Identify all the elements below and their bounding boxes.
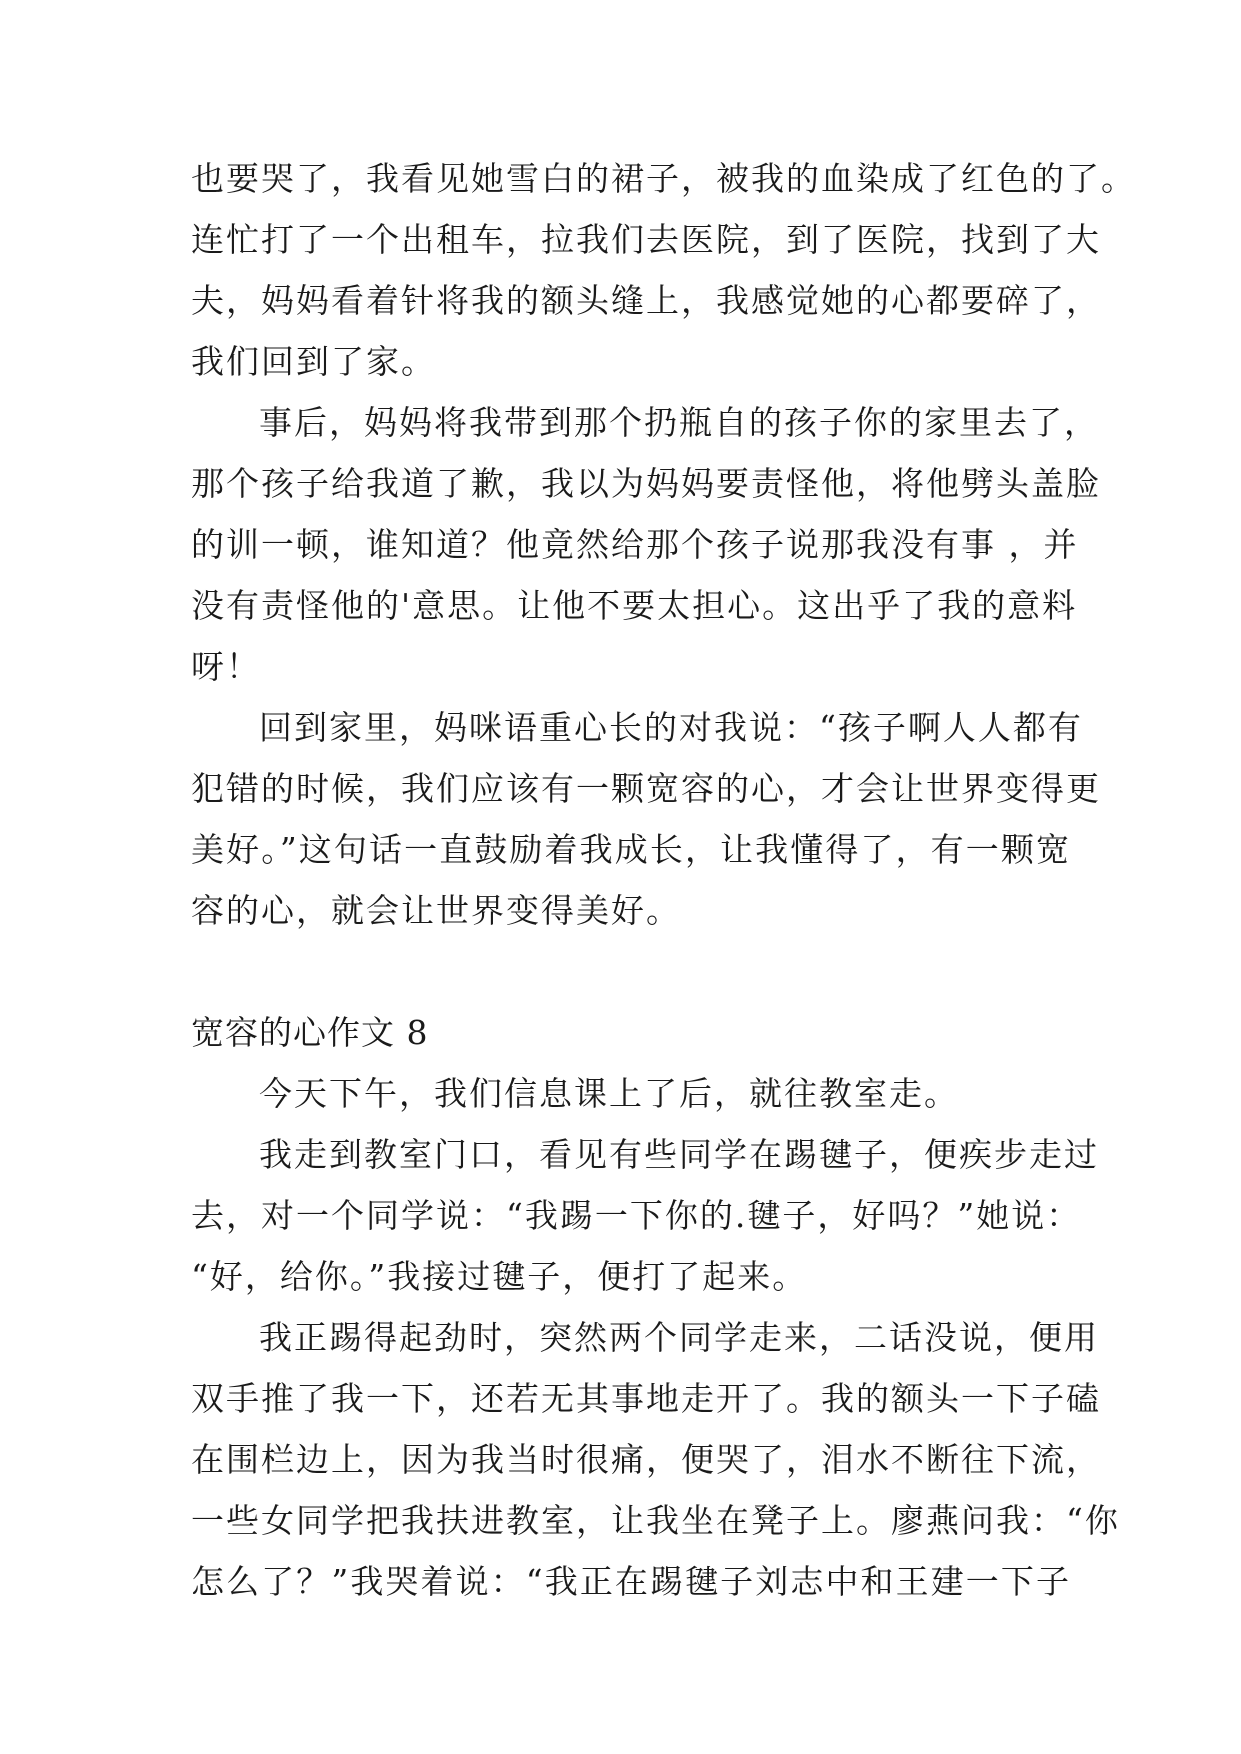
- text-line: 怎么了？”我哭着说：“我正在踢毽子刘志中和王建一下子: [191, 1562, 1071, 1601]
- text-line: 美好。”这句话一直鼓励着我成长，让我懂得了，有一颗宽: [191, 830, 1071, 869]
- document-body: [191, 148, 1136, 1612]
- text-line: 事后，妈妈将我带到那个扔瓶自的孩子你的家里去了，: [259, 403, 1099, 442]
- paragraph: [191, 1124, 1099, 1307]
- text-line: 呀！: [191, 647, 261, 686]
- text-line: 我们回到了家。: [191, 342, 436, 381]
- paragraph: [191, 1307, 1120, 1612]
- text-line: 那个孩子给我道了歉，我以为妈妈要责怪他，将他劈头盖脸: [191, 464, 1101, 503]
- paragraph: [191, 148, 1136, 392]
- paragraph: [191, 697, 1101, 941]
- text-line: 我正踢得起劲时，突然两个同学走来，二话没说，便用: [259, 1318, 1099, 1357]
- paragraph: [191, 1063, 1071, 1124]
- section-heading: 宽容的心作文 8: [191, 1013, 429, 1052]
- text-line: 的训一顿，谁知道？他竟然给那个孩子说那我没有事 ，并: [191, 525, 1079, 564]
- text-line: 夫，妈妈看着针将我的额头缝上，我感觉她的心都要碎了，: [191, 281, 1101, 320]
- text-line: 连忙打了一个出租车，拉我们去医院，到了医院，找到了大: [191, 220, 1101, 259]
- text-line: 回到家里，妈咪语重心长的对我说：“孩子啊人人都有: [259, 708, 1083, 747]
- text-line: “好，给你。”我接过毽子，便打了起来。: [191, 1257, 808, 1296]
- text-line: 在围栏边上，因为我当时很痛，便哭了，泪水不断往下流，: [191, 1440, 1101, 1479]
- text-line: 犯错的时候，我们应该有一颗宽容的心，才会让世界变得更: [191, 769, 1101, 808]
- text-line: 去，对一个同学说：“我踢一下你的.毽子，好吗？”她说：: [191, 1196, 1082, 1235]
- section-spacer: [191, 941, 1071, 1002]
- text-line: 一些女同学把我扶进教室，让我坐在凳子上。廖燕问我：“你: [191, 1501, 1120, 1540]
- paragraph: [191, 392, 1101, 697]
- text-line: 没有责怪他的'意思。让他不要太担心。这出乎了我的意料: [191, 586, 1078, 625]
- text-line: 也要哭了，我看见她雪白的裙子，被我的血染成了红色的了。: [191, 159, 1136, 198]
- text-line: 今天下午，我们信息课上了后，就往教室走。: [259, 1074, 959, 1113]
- text-line: 容的心，就会让世界变得美好。: [191, 891, 681, 930]
- text-line: 双手推了我一下，还若无其事地走开了。我的额头一下子磕: [191, 1379, 1101, 1418]
- text-line: 我走到教室门口，看见有些同学在踢毽子，便疾步走过: [259, 1135, 1099, 1174]
